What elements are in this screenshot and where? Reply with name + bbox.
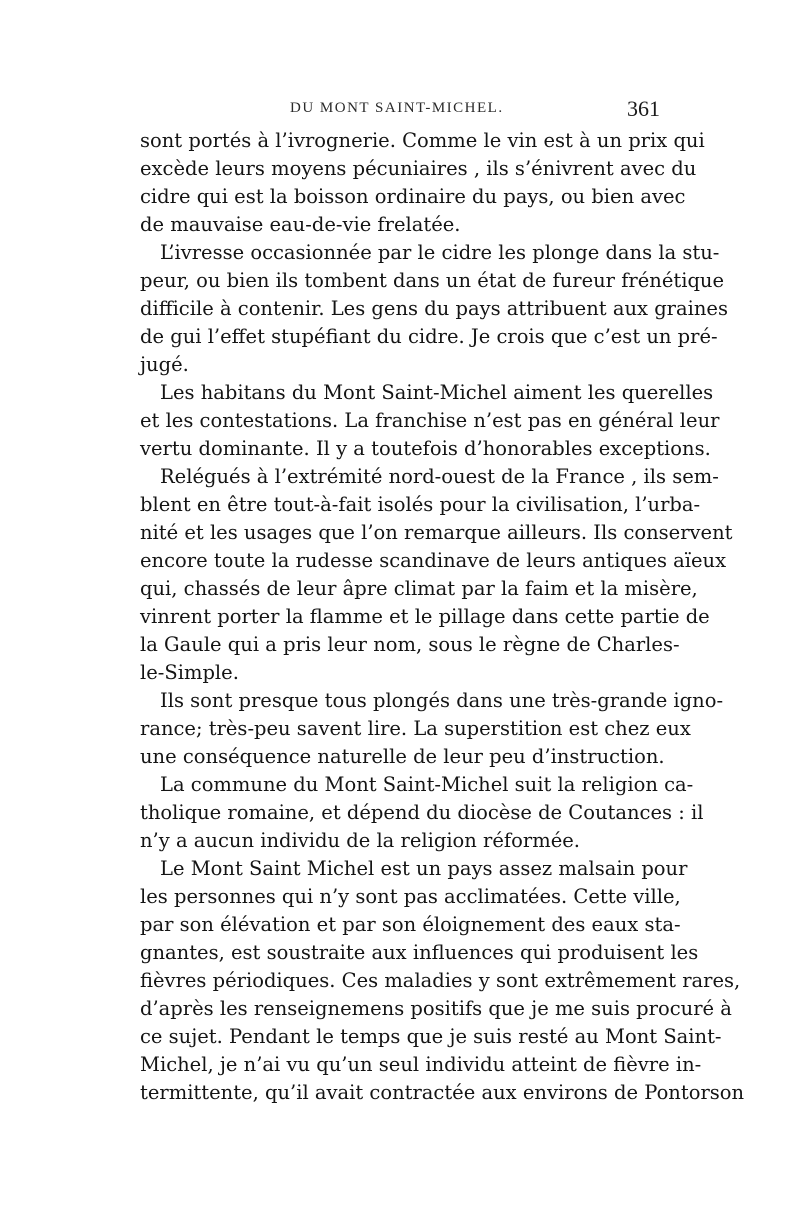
text-line: fièvres périodiques. Ces maladies y sont extrêmement rares, — [140, 969, 741, 992]
text-line: nité et les usages que l’on remarque ailleurs. Ils conservent — [140, 521, 733, 544]
paragraph-start-line: La commune du Mont Saint-Michel suit la religion ca- — [160, 773, 694, 796]
text-line: par son élévation et par son éloignement des eaux sta- — [140, 913, 681, 936]
text-line: tholique romaine, et dépend du diocèse de Coutances : il — [140, 801, 704, 824]
paragraph-start-line: Relégués à l’extrémité nord-ouest de la France , ils sem- — [160, 465, 719, 488]
text-line: excède leurs moyens pécuniaires , ils s’énivrent avec du — [140, 157, 697, 180]
text-line: n’y a aucun individu de la religion réformée. — [140, 829, 580, 852]
text-line: difficile à contenir. Les gens du pays attribuent aux graines — [140, 297, 728, 320]
paragraph-start-line: Le Mont Saint Michel est un pays assez malsain pour — [160, 857, 688, 880]
text-line: Michel, je n’ai vu qu’un seul individu atteint de fièvre in- — [140, 1053, 702, 1076]
text-line: de gui l’effet stupéfiant du cidre. Je crois que c’est un pré- — [140, 325, 718, 348]
text-line: la Gaule qui a pris leur nom, sous le règne de Charles- — [140, 633, 680, 656]
text-line: et les contestations. La franchise n’est pas en général leur — [140, 409, 720, 432]
text-line: vinrent porter la flamme et le pillage dans cette partie de — [140, 605, 710, 628]
text-line: blent en être tout-à-fait isolés pour la civilisation, l’urba- — [140, 493, 701, 516]
text-line: qui, chassés de leur âpre climat par la faim et la misère, — [140, 577, 698, 600]
running-head — [140, 96, 660, 126]
text-line: les personnes qui n’y sont pas acclimatées. Cette ville, — [140, 885, 681, 908]
text-line: rance; très-peu savent lire. La superstition est chez eux — [140, 717, 691, 740]
text-line: gnantes, est soustraite aux influences qui produisent les — [140, 941, 699, 964]
text-line: vertu dominante. Il y a toutefois d’honorables exceptions. — [140, 437, 711, 460]
text-line: d’après les renseignemens positifs que je me suis procuré à — [140, 997, 732, 1020]
text-line: une conséquence naturelle de leur peu d’instruction. — [140, 745, 665, 768]
paragraph-start-line: L’ivresse occasionnée par le cidre les plonge dans la stu- — [160, 241, 720, 264]
text-line: le-Simple. — [140, 661, 239, 684]
running-title: DU MONT SAINT-MICHEL. — [290, 100, 504, 116]
text-line: de mauvaise eau-de-vie frelatée. — [140, 213, 461, 236]
body-text — [140, 127, 745, 1107]
paragraph-start-line: Ils sont presque tous plongés dans une très-grande igno- — [160, 689, 724, 712]
text-line: encore toute la rudesse scandinave de leurs antiques aïeux — [140, 549, 727, 572]
text-line: ce sujet. Pendant le temps que je suis resté au Mont Saint- — [140, 1025, 722, 1048]
page-number: 361 — [627, 96, 660, 121]
text-line: sont portés à l’ivrognerie. Comme le vin est à un prix qui — [140, 129, 705, 152]
paragraph-start-line: Les habitans du Mont Saint-Michel aiment les querelles — [160, 381, 714, 404]
text-line: cidre qui est la boisson ordinaire du pays, ou bien avec — [140, 185, 686, 208]
text-line: jugé. — [140, 353, 189, 376]
text-line: termittente, qu’il avait contractée aux environs de Pontorson — [140, 1081, 745, 1104]
text-line: peur, ou bien ils tombent dans un état de fureur frénétique — [140, 269, 725, 292]
